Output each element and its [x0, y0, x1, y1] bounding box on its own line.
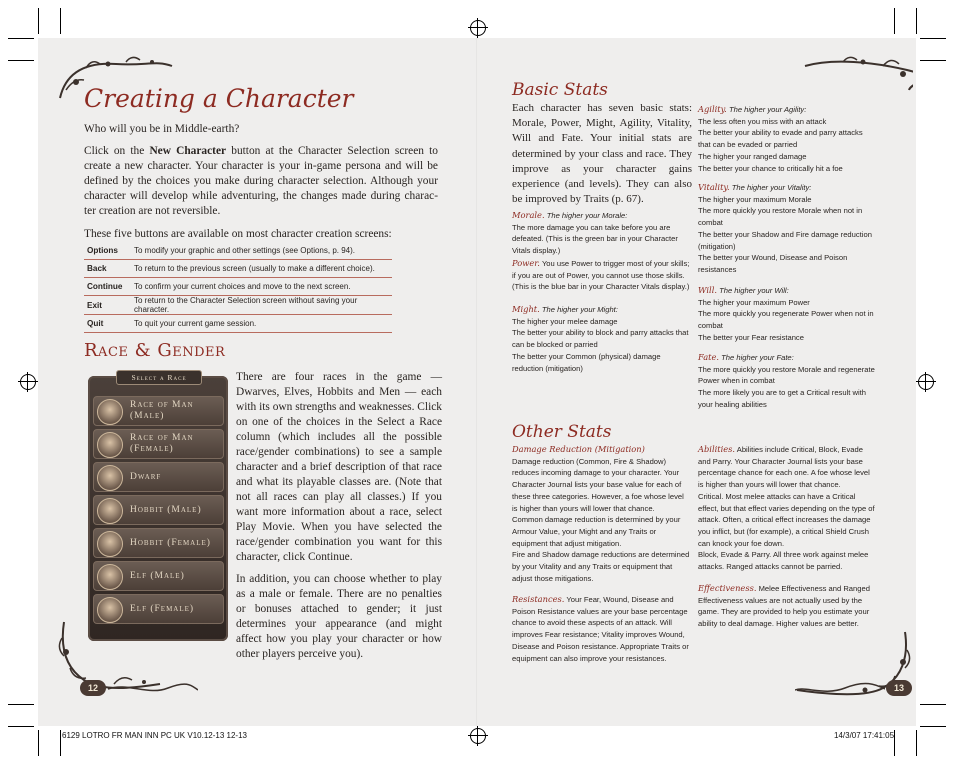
- crop-mark: [920, 60, 946, 61]
- book-spread: [38, 38, 916, 726]
- race-gender-heading: Race & Gender: [84, 340, 226, 361]
- race-paragraph-2: In addition, you can choose whether to play as a male or female. There are no penalties or bonuses attached to gender; it just determines your appearance (and might affect how you play your character or how other players perceive you).: [236, 573, 442, 660]
- panel-title: Select a Race: [116, 370, 202, 385]
- registration-mark: [20, 374, 36, 390]
- registration-mark: [918, 374, 934, 390]
- vitality-section: Vitality. The higher your Vitality: The higher your maximum Morale The more quickly you restore Morale when not in combat The better your Shadow and Fire damage reduction (mitigation) The better your Wound, Disease and Poison resistances: [698, 182, 872, 274]
- vine-ornament-icon: [108, 682, 198, 696]
- intro-question: Who will you be in Middle-earth?: [84, 123, 240, 135]
- registration-mark: [470, 728, 486, 744]
- basic-stats-intro: Each character has seven basic stats: Morale, Power, Might, Agility, Vitality, Will and Fate. Your initial stats are determined by your class and race. They improve as your character gains experience (and levels). They can also be improved by Traits (p. 67).: [512, 102, 692, 206]
- basic-stats-heading: Basic Stats: [512, 80, 608, 100]
- race-option-dwarf[interactable]: Dwarf: [93, 462, 224, 492]
- table-row: Continue To confirm your current choices and move to the next screen.: [84, 278, 392, 296]
- crop-mark: [8, 726, 34, 727]
- crop-mark: [894, 8, 895, 34]
- resistances-section: Resistances. Your Fear, Wound, Disease and Poison Resistance values are your base percentage chance to avoid these aspects of an attack. Will improves Fear resistance; Vitality improves Wound, Disease and Poison resistance. Appropriate Traits or equipment can also improve your resistances.: [512, 594, 689, 663]
- buttons-intro: These five buttons are available on most character creation screens:: [84, 228, 392, 240]
- race-option-elf-male[interactable]: Elf (Male): [93, 561, 224, 591]
- table-row: Quit To quit your current game session.: [84, 315, 392, 333]
- will-section: Will. The higher your Will: The higher your maximum Power The more quickly you regenerate Power when not in combat The better your Fear resistance: [698, 285, 874, 342]
- portrait-icon: [97, 498, 123, 524]
- page-title: Creating a Character: [84, 84, 354, 113]
- table-row: Exit To return to the Character Selection screen without saving your character.: [84, 296, 392, 315]
- right-page: [477, 38, 916, 726]
- registration-mark: [470, 20, 486, 36]
- portrait-icon: [97, 564, 123, 590]
- damage-reduction-section: Damage Reduction (Mitigation) Damage reduction (Common, Fire & Shadow) reduces incoming damage to your character. Your Character Journal lists your base value for each of these three categories. However, a foe whose level is higher than yours will lower that chance. Common damage reduction is determined by your Armour Value, your Might and any Traits or equipment that adjust mitigation. Fire and Shadow damage reductions are determined by your Vitality and any Traits or equipment that adjust those mitigations.: [512, 444, 690, 583]
- portrait-icon: [97, 399, 123, 425]
- portrait-icon: [97, 432, 123, 458]
- crop-mark: [920, 38, 946, 39]
- crop-mark: [8, 704, 34, 705]
- table-row: Options To modify your graphic and other settings (see Options, p. 94).: [84, 242, 392, 260]
- race-paragraph-1: There are four races in the game — Dwarves, Elves, Hobbits and Men — each with its own strengths and weaknesses. Click on one of the choices in the Select a Race column (which includes all the possible race/gender combinations) to see a sample character and a brief description of that race and what its playable classes are. (Note that not all races can play all classes.) If you want more information about a race, select Play Movie. When you have selected the race/gender combination you want for this character, click Continue.: [236, 371, 442, 563]
- crop-mark: [916, 8, 917, 34]
- race-option-elf-female[interactable]: Elf (Female): [93, 594, 224, 624]
- crop-mark: [920, 704, 946, 705]
- race-text: [236, 370, 442, 669]
- portrait-icon: [97, 465, 123, 491]
- effectiveness-section: Effectiveness. Melee Effectiveness and Ranged Effectiveness values are not actually used by the game. They are provided to help you estimate your ability to deal damage. Higher values are better.: [698, 583, 870, 629]
- select-race-panel: [88, 373, 228, 641]
- print-slug-left: 6129 LOTRO FR MAN INN PC UK V10.12-13 12-13: [62, 731, 247, 740]
- morale-section: Morale. The higher your Morale: The more damage you can take before you are defeated. (This is the green bar in your Character Vitals display.): [512, 210, 678, 256]
- crop-mark: [920, 726, 946, 727]
- portrait-icon: [97, 597, 123, 623]
- crop-mark: [916, 730, 917, 756]
- fate-section: Fate. The higher your Fate: The more quickly you restore Morale and regenerate Power when in combat The more likely you are to get a Critical result with your healing abilities: [698, 352, 875, 409]
- portrait-icon: [97, 531, 123, 557]
- race-option-hobbit-male[interactable]: Hobbit (Male): [93, 495, 224, 525]
- crop-mark: [60, 730, 61, 756]
- print-slug-right: 14/3/07 17:41:05: [834, 731, 895, 740]
- race-option-man-female[interactable]: Race of Man (Female): [93, 429, 224, 459]
- agility-section: Agility. The higher your Agility: The less often you miss with an attack The better your ability to evade and parry attacks that can be evaded or parried The higher your ranged damage The better your chance to critically hit a foe: [698, 104, 863, 173]
- new-character-paragraph: Click on the New Character button at the Character Selection screen to create a new character. Your character is your in-game persona and will be defined by the choices you make during character selection. Although your character will develop while adventuring, the changes made during charac-ter creation are not reversible.: [84, 145, 439, 217]
- might-section: Might. The higher your Might: The higher your melee damage The better your ability to block and parry attacks that can be blocked or parried The better your Common (physical) damage reduction (mitigation): [512, 304, 689, 373]
- race-option-man-male[interactable]: Race of Man (Male): [93, 396, 224, 426]
- race-option-hobbit-female[interactable]: Hobbit (Female): [93, 528, 224, 558]
- other-stats-heading: Other Stats: [512, 422, 612, 442]
- left-page: [38, 38, 477, 726]
- crop-mark: [38, 730, 39, 756]
- vine-ornament-icon: [803, 52, 913, 92]
- crop-mark: [894, 730, 895, 756]
- page-number-left: 12: [80, 680, 106, 696]
- abilities-section: Abilities. Abilities include Critical, Block, Evade and Parry. Your Character Journal lists your base percentage chance for each one. A foe whose level is higher than yours will lower that chance. Critical. Most melee attacks can have a Critical effect, but that effect varies depending on the type of attack. Often, a critical effect increases the damage you inflict, but (for example), a critical Shield Crush can knock your foe down. Block, Evade & Parry. All three work against melee attacks. Ranged attacks cannot be parried.: [698, 444, 875, 572]
- page-number-right: 13: [886, 680, 912, 696]
- buttons-table: [84, 242, 392, 333]
- vine-ornament-icon: [795, 682, 885, 696]
- left-intro-text: [84, 122, 438, 249]
- crop-mark: [60, 8, 61, 34]
- power-section: Power. You use Power to trigger most of your skills; if you are out of Power, you cannot use those skills. (This is the blue bar in your Character Vitals display.): [512, 258, 690, 292]
- crop-mark: [38, 8, 39, 34]
- crop-mark: [8, 38, 34, 39]
- crop-mark: [8, 60, 34, 61]
- table-row: Back To return to the previous screen (usually to make a different choice).: [84, 260, 392, 278]
